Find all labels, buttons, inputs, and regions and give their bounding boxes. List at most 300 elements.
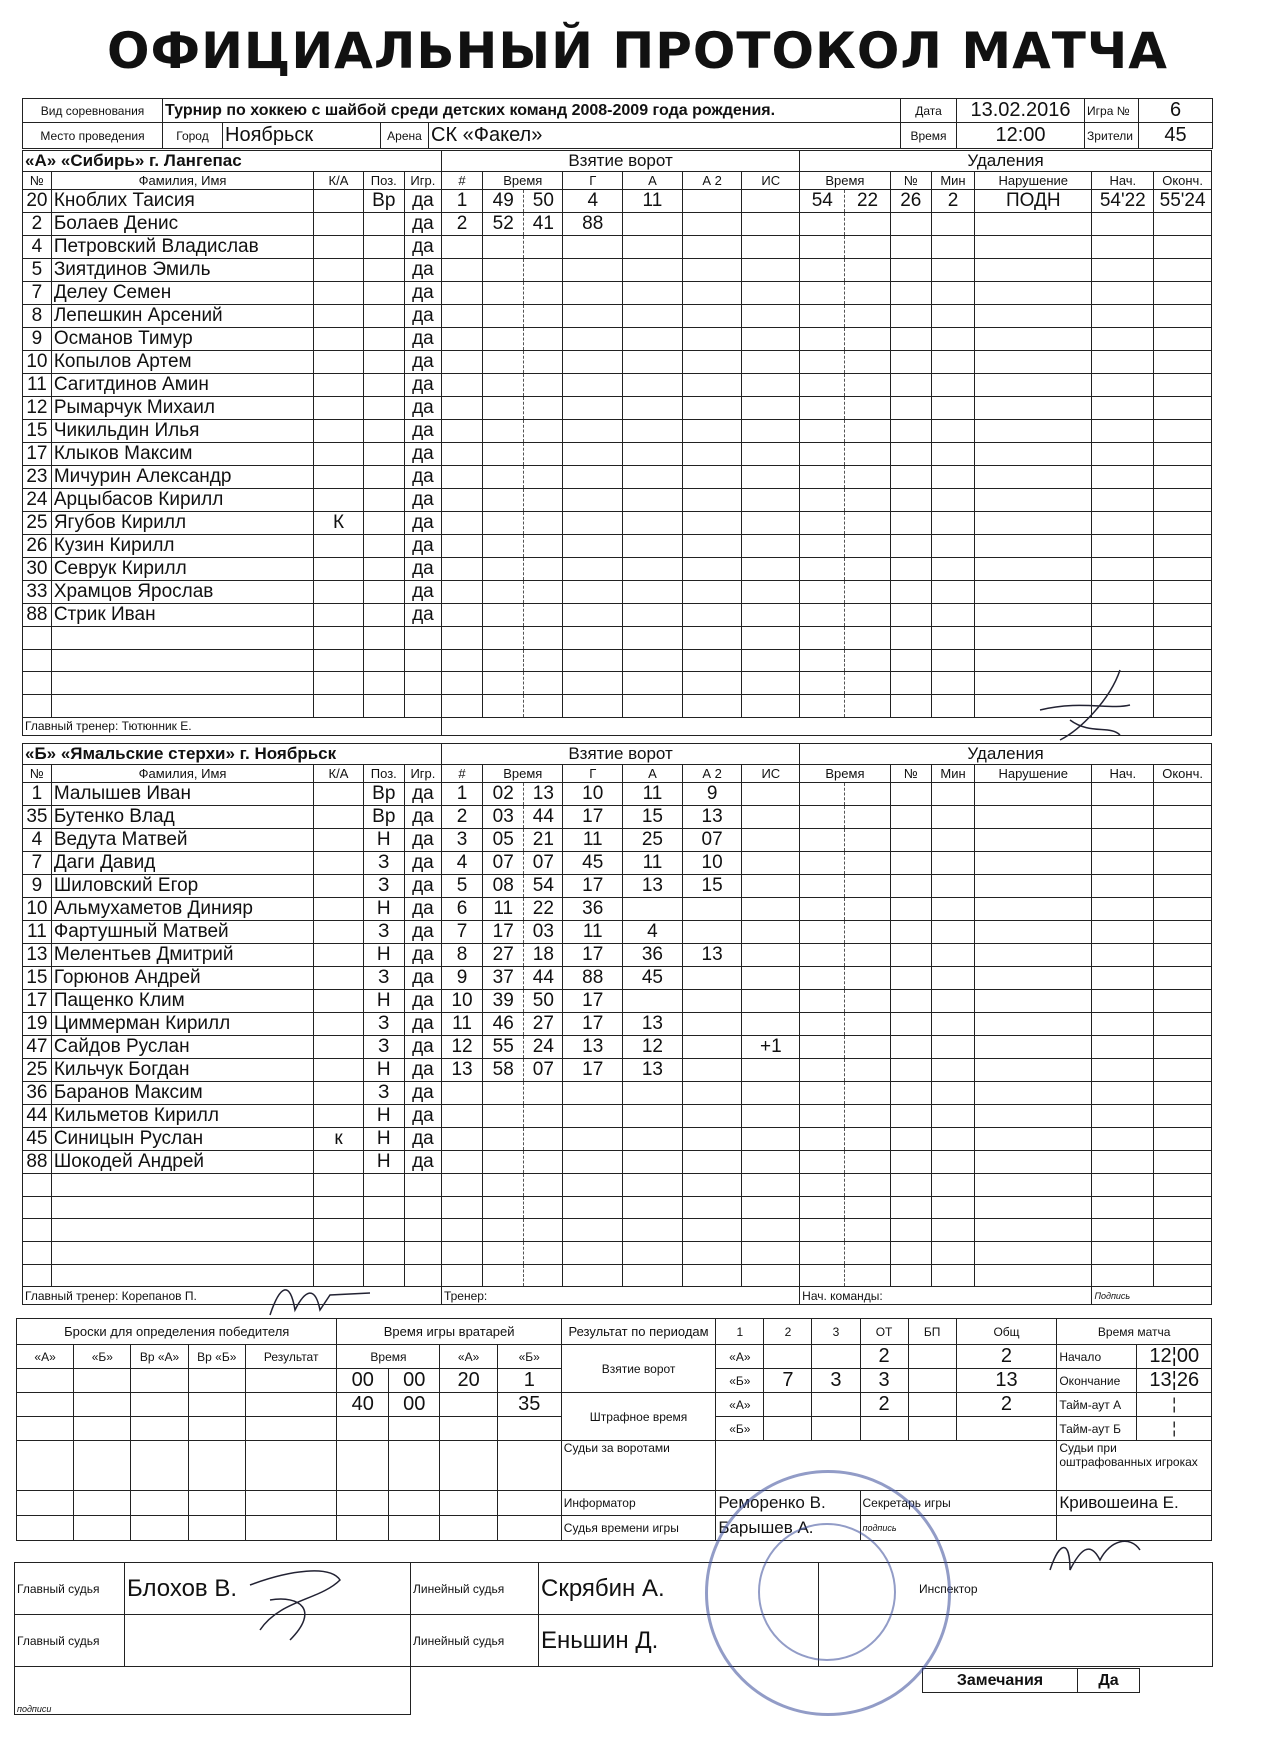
pen-minute bbox=[800, 875, 845, 898]
goal-assist: 11 bbox=[623, 190, 683, 213]
goal-second: 44 bbox=[524, 806, 563, 829]
pen-end bbox=[1154, 305, 1212, 328]
player-number: 13 bbox=[23, 944, 52, 967]
goal-scorer: 88 bbox=[563, 967, 623, 990]
gk-time-title: Время игры вратарей bbox=[337, 1319, 561, 1345]
team-b-section bbox=[22, 743, 1212, 1305]
player-played bbox=[404, 1219, 441, 1242]
secretary-value: Кривошеина Е. bbox=[1057, 1491, 1212, 1516]
goal-second: 22 bbox=[524, 898, 563, 921]
pen-violation bbox=[975, 1105, 1092, 1128]
pen-player bbox=[890, 1105, 931, 1128]
player-number: 5 bbox=[23, 259, 52, 282]
player-name: Синицын Руслан bbox=[51, 1128, 313, 1151]
pen-player bbox=[890, 1128, 931, 1151]
goal-minute bbox=[483, 1128, 524, 1151]
goal-minute: 52 bbox=[483, 213, 524, 236]
player-ka bbox=[314, 1174, 363, 1197]
player-ka bbox=[314, 259, 363, 282]
pen-minutes bbox=[931, 627, 974, 650]
col-pen-end: Оконч. bbox=[1154, 172, 1212, 190]
shootout-result: Результат bbox=[245, 1345, 337, 1369]
player-pos bbox=[363, 305, 404, 328]
player-row bbox=[23, 1242, 1212, 1265]
pen-end bbox=[1154, 627, 1212, 650]
goal-second: 27 bbox=[524, 1013, 563, 1036]
goal-number: 13 bbox=[441, 1059, 482, 1082]
goal-minute bbox=[483, 1174, 524, 1197]
goal-assist bbox=[623, 328, 683, 351]
gk-row2-a bbox=[440, 1393, 497, 1417]
goal-minute bbox=[483, 535, 524, 558]
player-name: Сагитдинов Амин bbox=[51, 374, 313, 397]
player-name: Чикильдин Илья bbox=[51, 420, 313, 443]
player-pos: З bbox=[363, 1082, 404, 1105]
goal-is bbox=[742, 967, 800, 990]
goal-scorer: 17 bbox=[563, 875, 623, 898]
player-number: 17 bbox=[23, 990, 52, 1013]
player-number: 19 bbox=[23, 1013, 52, 1036]
player-name: Бутенко Влад bbox=[51, 806, 313, 829]
player-row bbox=[23, 397, 1212, 420]
pen-minutes bbox=[931, 1082, 974, 1105]
goal-assist bbox=[623, 695, 683, 718]
goal-scorer bbox=[563, 328, 623, 351]
player-row bbox=[23, 282, 1212, 305]
team-a-coach: Главный тренер: Тютюнник Е. bbox=[23, 717, 442, 735]
goal-number: 10 bbox=[441, 990, 482, 1013]
pen-second bbox=[845, 1151, 890, 1174]
player-pos: Н bbox=[363, 898, 404, 921]
pen-start bbox=[1092, 1219, 1154, 1242]
pen-player bbox=[890, 783, 931, 806]
goal-minute: 02 bbox=[483, 783, 524, 806]
player-row bbox=[23, 783, 1212, 806]
goal-assist2 bbox=[682, 1174, 742, 1197]
player-name bbox=[51, 649, 313, 672]
goal-minute bbox=[483, 627, 524, 650]
goal-assist2 bbox=[682, 213, 742, 236]
pen-minutes bbox=[931, 604, 974, 627]
goal-assist bbox=[623, 1174, 683, 1197]
goal-assist2 bbox=[682, 627, 742, 650]
goal-number: 3 bbox=[441, 829, 482, 852]
goal-scorer bbox=[563, 535, 623, 558]
player-pos bbox=[363, 604, 404, 627]
gk-a-col: «А» bbox=[440, 1345, 497, 1369]
pen-end bbox=[1154, 213, 1212, 236]
player-row bbox=[23, 581, 1212, 604]
pen-second bbox=[845, 489, 890, 512]
goal-scorer: 17 bbox=[563, 990, 623, 1013]
pen-player bbox=[890, 558, 931, 581]
pen-start bbox=[1092, 305, 1154, 328]
pen-end bbox=[1154, 1174, 1212, 1197]
goal-assist2 bbox=[682, 1059, 742, 1082]
player-row bbox=[23, 1196, 1212, 1219]
pen-violation bbox=[975, 783, 1092, 806]
goal-scorer bbox=[563, 581, 623, 604]
player-pos bbox=[363, 1219, 404, 1242]
goal-second: 21 bbox=[524, 829, 563, 852]
pen-player bbox=[890, 328, 931, 351]
remarks-table bbox=[922, 1668, 1140, 1693]
pen-end bbox=[1154, 328, 1212, 351]
player-played: да bbox=[404, 898, 441, 921]
head-ref-signature bbox=[230, 1560, 360, 1650]
pen-second bbox=[845, 898, 890, 921]
pen-minute bbox=[800, 558, 845, 581]
pen-violation bbox=[975, 259, 1092, 282]
goal-assist2 bbox=[682, 1242, 742, 1265]
pen-second bbox=[845, 558, 890, 581]
pen-player bbox=[890, 443, 931, 466]
pen-second bbox=[845, 1174, 890, 1197]
pen-minute bbox=[800, 1219, 845, 1242]
player-played: да bbox=[404, 852, 441, 875]
goal-number bbox=[441, 236, 482, 259]
goal-scorer bbox=[563, 512, 623, 535]
goal-is bbox=[742, 328, 800, 351]
start-label: Начало bbox=[1057, 1345, 1137, 1369]
pen-end bbox=[1154, 1264, 1212, 1287]
player-name bbox=[51, 695, 313, 718]
pen-end bbox=[1154, 604, 1212, 627]
pen-second bbox=[845, 829, 890, 852]
goal-assist bbox=[623, 512, 683, 535]
pen-player bbox=[890, 213, 931, 236]
pen-minutes bbox=[931, 1105, 974, 1128]
pen-minutes bbox=[931, 282, 974, 305]
goal-assist2 bbox=[682, 967, 742, 990]
goal-assist2 bbox=[682, 1036, 742, 1059]
player-played: да bbox=[404, 512, 441, 535]
goal-second: 03 bbox=[524, 921, 563, 944]
team-a-name: «А» «Сибирь» г. Лангепас bbox=[23, 151, 442, 172]
goal-assist2 bbox=[682, 1196, 742, 1219]
player-name: Рымарчук Михаил bbox=[51, 397, 313, 420]
col-play: Игр. bbox=[404, 172, 441, 190]
city-value: Ноябрьск bbox=[223, 123, 381, 149]
pen-minute bbox=[800, 649, 845, 672]
goal-minute bbox=[483, 443, 524, 466]
pen-violation bbox=[975, 213, 1092, 236]
col-pen-min: Мин bbox=[931, 765, 974, 783]
goal-assist bbox=[623, 649, 683, 672]
pen-minute bbox=[800, 627, 845, 650]
shootout-gka: Вр «А» bbox=[131, 1345, 188, 1369]
player-pos: Н bbox=[363, 944, 404, 967]
pen-minute bbox=[800, 898, 845, 921]
goal-minute: 11 bbox=[483, 898, 524, 921]
col-goal-is: ИС bbox=[742, 172, 800, 190]
player-number: 10 bbox=[23, 351, 52, 374]
goal-minute bbox=[483, 558, 524, 581]
player-pos: З bbox=[363, 1036, 404, 1059]
pen-violation bbox=[975, 875, 1092, 898]
goal-second bbox=[524, 1128, 563, 1151]
goal-number bbox=[441, 443, 482, 466]
goal-is bbox=[742, 695, 800, 718]
player-played: да bbox=[404, 1036, 441, 1059]
goal-second bbox=[524, 397, 563, 420]
col-goal-num: # bbox=[441, 765, 482, 783]
team-b-sign: Подпись bbox=[1092, 1287, 1212, 1305]
pen-player bbox=[890, 1196, 931, 1219]
pen-a-p3: 2 bbox=[860, 1393, 908, 1417]
pen-minute bbox=[800, 829, 845, 852]
goal-assist2 bbox=[682, 558, 742, 581]
goal-number bbox=[441, 1105, 482, 1128]
pen-player bbox=[890, 259, 931, 282]
goal-minute bbox=[483, 1196, 524, 1219]
pen-violation bbox=[975, 512, 1092, 535]
player-ka bbox=[314, 1082, 363, 1105]
period-ot: ОТ bbox=[860, 1319, 908, 1345]
player-name bbox=[51, 1242, 313, 1265]
goal-minute bbox=[483, 259, 524, 282]
pen-second bbox=[845, 305, 890, 328]
player-pos bbox=[363, 443, 404, 466]
goal-number: 6 bbox=[441, 898, 482, 921]
player-played: да bbox=[404, 829, 441, 852]
pen-end bbox=[1154, 535, 1212, 558]
pen-b-ot bbox=[908, 1417, 956, 1441]
goal-is bbox=[742, 236, 800, 259]
goals-a-ot bbox=[908, 1345, 956, 1369]
goal-minute: 39 bbox=[483, 990, 524, 1013]
player-pos bbox=[363, 213, 404, 236]
date-label: Дата bbox=[901, 99, 957, 123]
goals-b-p1: 7 bbox=[764, 1369, 812, 1393]
pen-second bbox=[845, 443, 890, 466]
goal-scorer bbox=[563, 649, 623, 672]
pen-start bbox=[1092, 397, 1154, 420]
goal-is bbox=[742, 1082, 800, 1105]
pen-violation bbox=[975, 806, 1092, 829]
pen-start bbox=[1092, 898, 1154, 921]
pen-minutes bbox=[931, 1219, 974, 1242]
pen-minutes bbox=[931, 1013, 974, 1036]
player-number: 10 bbox=[23, 898, 52, 921]
pen-b-total bbox=[956, 1417, 1057, 1441]
goal-assist2 bbox=[682, 695, 742, 718]
player-row bbox=[23, 806, 1212, 829]
informator-value: Реморенко В. bbox=[716, 1491, 860, 1516]
summary-table: Броски для определения победителя Время игры вратарей Результат по периодам 1 2 3 ОТ БП Общ Время матча «А» «Б» Вр «А» Вр «Б» Результат Время «А» «Б» Взятие ворот «А» 2 2 Начало 12¦00 00 00 20 1 «Б» 7 3 3 13 Окончание 13¦26 40 00 35 Штрафное время «А» 2 2 Тайм-аут А ¦ «Б» Тайм-аут Б ¦ Судьи за воротами Судьи при оштрафованных игроках Информатор Реморенко В. Секретарь игры Кривошеина Е. Судья времени игры Барышев А. подпись bbox=[16, 1318, 1212, 1541]
pen-violation bbox=[975, 282, 1092, 305]
pen-minute bbox=[800, 806, 845, 829]
pen-player bbox=[890, 672, 931, 695]
player-played: да bbox=[404, 921, 441, 944]
goal-is bbox=[742, 783, 800, 806]
player-played: да bbox=[404, 1082, 441, 1105]
player-played: да bbox=[404, 1128, 441, 1151]
player-row bbox=[23, 990, 1212, 1013]
goal-assist2 bbox=[682, 898, 742, 921]
pen-minute bbox=[800, 328, 845, 351]
goals-a-p3: 2 bbox=[860, 1345, 908, 1369]
player-pos: Вр bbox=[363, 190, 404, 213]
arena-label: Арена bbox=[381, 123, 429, 149]
goal-second: 18 bbox=[524, 944, 563, 967]
line-ref-label-2: Линейный судья bbox=[411, 1615, 539, 1667]
gk-row1-min: 00 bbox=[337, 1369, 389, 1393]
goal-assist bbox=[623, 1105, 683, 1128]
team-b-trainer: Тренер: bbox=[441, 1287, 799, 1305]
goal-is bbox=[742, 1264, 800, 1287]
goal-assist bbox=[623, 351, 683, 374]
player-pos bbox=[363, 535, 404, 558]
player-name: Ведута Матвей bbox=[51, 829, 313, 852]
gk-row1-a: 20 bbox=[440, 1369, 497, 1393]
pen-minutes bbox=[931, 1242, 974, 1265]
pen-end bbox=[1154, 1128, 1212, 1151]
goal-number bbox=[441, 259, 482, 282]
pen-minutes bbox=[931, 558, 974, 581]
goal-assist2 bbox=[682, 672, 742, 695]
pen-start bbox=[1092, 1174, 1154, 1197]
pen-end bbox=[1154, 990, 1212, 1013]
pen-end bbox=[1154, 852, 1212, 875]
goal-assist2 bbox=[682, 1264, 742, 1287]
pen-start bbox=[1092, 1105, 1154, 1128]
goal-minute: 46 bbox=[483, 1013, 524, 1036]
goal-is bbox=[742, 1196, 800, 1219]
player-number: 24 bbox=[23, 489, 52, 512]
player-row bbox=[23, 1105, 1212, 1128]
pen-second bbox=[845, 1196, 890, 1219]
goal-assist bbox=[623, 1151, 683, 1174]
pen-violation bbox=[975, 489, 1092, 512]
col-pen-violation: Нарушение bbox=[975, 765, 1092, 783]
head-ref-label-2: Главный судья bbox=[15, 1615, 125, 1667]
pen-label: Штрафное время bbox=[561, 1393, 716, 1441]
col-goal-is: ИС bbox=[742, 765, 800, 783]
goal-minute: 55 bbox=[483, 1036, 524, 1059]
player-pos: Вр bbox=[363, 783, 404, 806]
player-row bbox=[23, 259, 1212, 282]
col-goal-a: А bbox=[623, 172, 683, 190]
goal-assist: 15 bbox=[623, 806, 683, 829]
pen-minute bbox=[800, 1196, 845, 1219]
goal-is bbox=[742, 305, 800, 328]
player-number bbox=[23, 1196, 52, 1219]
player-pos bbox=[363, 581, 404, 604]
player-played: да bbox=[404, 1059, 441, 1082]
date-value: 13.02.2016 bbox=[957, 99, 1085, 123]
player-name: Храмцов Ярослав bbox=[51, 581, 313, 604]
player-number bbox=[23, 1219, 52, 1242]
goal-assist2 bbox=[682, 512, 742, 535]
goal-second bbox=[524, 627, 563, 650]
goal-assist bbox=[623, 1082, 683, 1105]
player-pos bbox=[363, 627, 404, 650]
goal-scorer bbox=[563, 374, 623, 397]
goal-assist2 bbox=[682, 1128, 742, 1151]
goal-assist bbox=[623, 305, 683, 328]
pen-start bbox=[1092, 236, 1154, 259]
goal-scorer: 36 bbox=[563, 898, 623, 921]
goal-scorer bbox=[563, 1174, 623, 1197]
pen-end bbox=[1154, 489, 1212, 512]
player-number: 25 bbox=[23, 1059, 52, 1082]
pen-start bbox=[1092, 351, 1154, 374]
player-pos: З bbox=[363, 1013, 404, 1036]
player-played bbox=[404, 672, 441, 695]
pen-minute bbox=[800, 1105, 845, 1128]
player-name: Пащенко Клим bbox=[51, 990, 313, 1013]
goal-assist2 bbox=[682, 1105, 742, 1128]
goal-is bbox=[742, 1219, 800, 1242]
goal-assist: 45 bbox=[623, 967, 683, 990]
goal-second bbox=[524, 604, 563, 627]
player-name bbox=[51, 1196, 313, 1219]
goal-number bbox=[441, 420, 482, 443]
player-row bbox=[23, 213, 1212, 236]
pen-minutes bbox=[931, 1059, 974, 1082]
goal-is bbox=[742, 806, 800, 829]
goal-second bbox=[524, 695, 563, 718]
pen-minute bbox=[800, 236, 845, 259]
shootout-gkb: Вр «Б» bbox=[188, 1345, 245, 1369]
col-pen-start: Нач. bbox=[1092, 172, 1154, 190]
remarks-value: Да bbox=[1078, 1669, 1140, 1693]
pen-player bbox=[890, 852, 931, 875]
pen-b-p1 bbox=[764, 1417, 812, 1441]
goal-number bbox=[441, 512, 482, 535]
player-played: да bbox=[404, 397, 441, 420]
player-played: да bbox=[404, 305, 441, 328]
player-ka bbox=[314, 190, 363, 213]
player-ka bbox=[314, 466, 363, 489]
goal-assist2 bbox=[682, 1082, 742, 1105]
player-played: да bbox=[404, 213, 441, 236]
player-name: Малышев Иван bbox=[51, 783, 313, 806]
goal-minute bbox=[483, 1151, 524, 1174]
goal-is bbox=[742, 351, 800, 374]
pen-start bbox=[1092, 875, 1154, 898]
pen-violation bbox=[975, 1082, 1092, 1105]
pen-violation bbox=[975, 374, 1092, 397]
pen-minute bbox=[800, 967, 845, 990]
player-ka bbox=[314, 1242, 363, 1265]
goal-assist: 12 bbox=[623, 1036, 683, 1059]
comp-type: Турнир по хоккею с шайбой среди детских команд 2008-2009 года рождения. bbox=[163, 99, 901, 123]
player-name: Кильметов Кирилл bbox=[51, 1105, 313, 1128]
goal-assist2 bbox=[682, 259, 742, 282]
pen-violation bbox=[975, 1128, 1092, 1151]
pen-second bbox=[845, 1082, 890, 1105]
player-row bbox=[23, 190, 1212, 213]
line-ref-label-1: Линейный судья bbox=[411, 1563, 539, 1615]
pen-start bbox=[1092, 443, 1154, 466]
goal-assist2 bbox=[682, 649, 742, 672]
pen-end bbox=[1154, 783, 1212, 806]
goal-minute bbox=[483, 1219, 524, 1242]
player-ka bbox=[314, 1219, 363, 1242]
goal-assist: 4 bbox=[623, 921, 683, 944]
goal-number bbox=[441, 627, 482, 650]
goal-is bbox=[742, 1059, 800, 1082]
page-title: ОФИЦИАЛЬНЫЙ ПРОТОКОЛ МАТЧА bbox=[107, 22, 1168, 80]
goal-number: 5 bbox=[441, 875, 482, 898]
pen-minute bbox=[800, 213, 845, 236]
goal-assist bbox=[623, 282, 683, 305]
shootout-b: «Б» bbox=[74, 1345, 131, 1369]
player-pos: Н bbox=[363, 1105, 404, 1128]
goal-assist2 bbox=[682, 190, 742, 213]
